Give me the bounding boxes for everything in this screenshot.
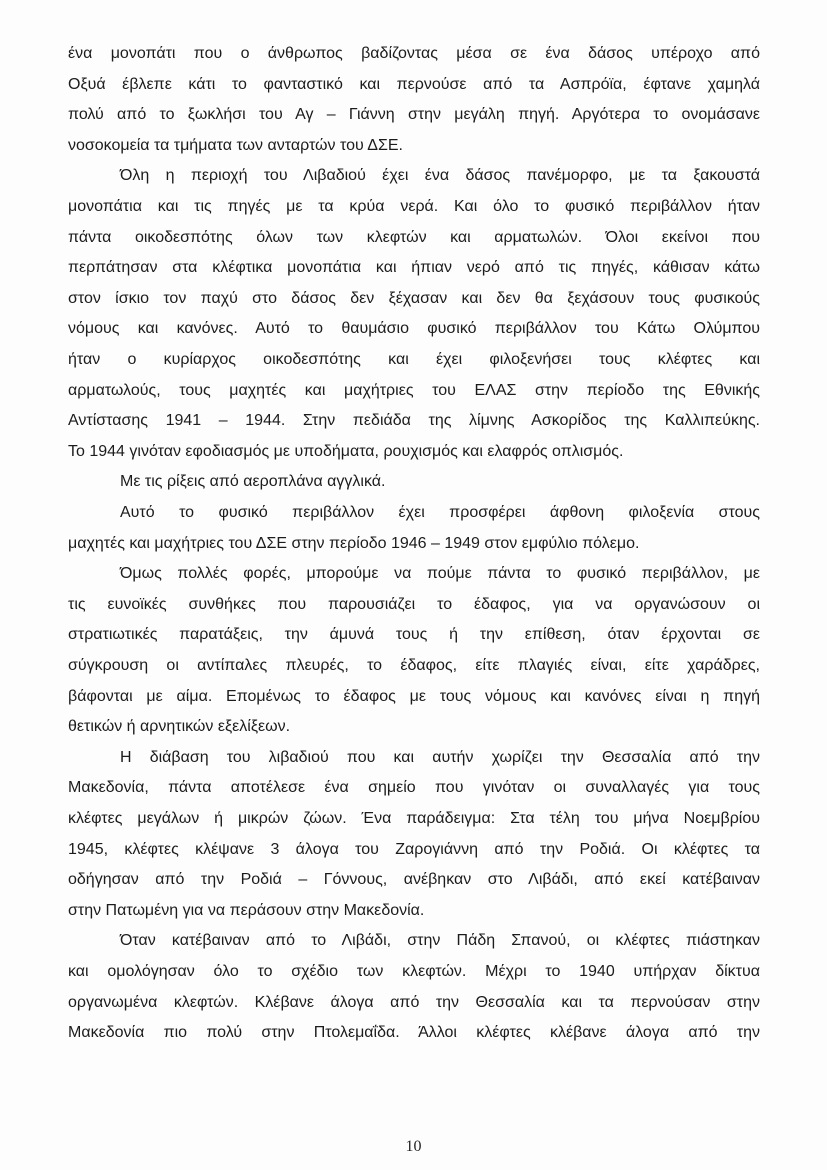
text-line: βάφονται με αίμα. Επομένως το έδαφος με τους νόμους και κανόνες είναι η πηγή [68, 687, 760, 705]
text-line: Το 1944 γινόταν εφοδιασμός με υποδήματα, ρουχισμός και ελαφρός οπλισμός. [68, 442, 624, 460]
text-line: Μακεδονία, πάντα αποτέλεσε ένα σημείο που γινόταν οι συναλλαγές για τους [68, 779, 760, 797]
text-line: μαχητές και μαχήτριες του ΔΣΕ στην περίοδο 1946 – 1949 στον εμφύλιο πόλεμο. [68, 534, 640, 552]
text-line: ήταν ο κυρίαρχος οικοδεσπότης και έχει φιλοξενήσει τους κλέφτες και [68, 351, 760, 368]
text-line: Αντίστασης 1941 – 1944. Στην πεδιάδα της λίμνης Ασκορίδος της Καλλιπεύκης. [68, 412, 760, 430]
page-number: 10 [405, 1138, 422, 1155]
text-line: πολύ από το ξωκλήσι του Αγ – Γιάννη στην μεγάλη πηγή. Αργότερα το ονομάσανε [68, 106, 760, 124]
text-line: οργανωμένα κλεφτών. Κλέβανε άλογα από την Θεσσαλία και τα περνούσαν στην [68, 993, 760, 1011]
text-line: πάντα οικοδεσπότης όλων των κλεφτών και αρματωλών. Όλοι εκείνοι που [68, 228, 760, 246]
text-line: οδήγησαν από την Ροδιά – Γόννους, ανέβηκαν στο Λιβάδι, από εκεί κατέβαιναν [68, 871, 760, 889]
text-line: Όταν κατέβαιναν από το Λιβάδι, στην Πάδη Σπανού, οι κλέφτες πιάστηκαν [120, 932, 760, 950]
text-line: κλέφτες μεγάλων ή μικρών ζώων. Ένα παράδειγμα: Στα τέλη του μήνα Νοεμβρίου [68, 810, 760, 827]
text-line: Όμως πολλές φορές, μπορούμε να πούμε πάντα το φυσικό περιβάλλον, με [120, 565, 760, 583]
text-line: τις ευνοϊκές συνθήκες που παρουσιάζει το έδαφος, για να οργανώσουν οι [68, 595, 760, 613]
text-line: Οξυά έβλεπε κάτι το φανταστικό και περνούσε από τα Ασπρόϊα, έφτανε χαμηλά [68, 75, 760, 93]
text-line: Η διάβαση του λιβαδιού που και αυτήν χωρίζει την Θεσσαλία από την [120, 748, 760, 766]
text-line: Όλη η περιοχή του Λιβαδιού έχει ένα δάσος πανέμορφο, με τα ξακουστά [120, 167, 760, 185]
text-line: περπάτησαν στα κλέφτικα μονοπάτια και ήπιαν νερό από τις πηγές, κάθισαν κάτω [68, 259, 760, 277]
text-line: νοσοκομεία τα τμήματα των ανταρτών του ΔΣΕ. [68, 136, 403, 154]
text-line: στην Πατωμένη για να περάσουν στην Μακεδονία. [68, 901, 425, 919]
text-line: μονοπάτια και τις πηγές με τα κρύα νερά. Και όλο το φυσικό περιβάλλον ήταν [68, 198, 760, 215]
text-line: Μακεδονία πιο πολύ στην Πτολεμαΐδα. Άλλοι κλέφτες κλέβανε άλογα από την [68, 1024, 760, 1042]
text-line: νόμους και κανόνες. Αυτό το θαυμάσιο φυσικό περιβάλλον του Κάτω Ολύμπου [68, 320, 760, 338]
text-line: και ομολόγησαν όλο το σχέδιο των κλεφτών. Μέχρι το 1940 υπήρχαν δίκτυα [68, 963, 760, 980]
text-line: αρματωλούς, τους μαχητές και μαχήτριες του ΕΛΑΣ στην περίοδο της Εθνικής [68, 381, 760, 399]
text-line: σύγκρουση οι αντίπαλες πλευρές, το έδαφος, είτε πλαγιές είναι, είτε χαράδρες, [68, 657, 760, 674]
text-line: ένα μονοπάτι που ο άνθρωπος βαδίζοντας μέσα σε ένα δάσος υπέροχο από [68, 45, 760, 62]
text-line: Με τις ρίξεις από αεροπλάνα αγγλικά. [120, 473, 386, 491]
text-line: 1945, κλέφτες κλέψανε 3 άλογα του Ζαρογιάννη από την Ροδιά. Οι κλέφτες τα [68, 840, 760, 858]
text-line: Αυτό το φυσικό περιβάλλον έχει προσφέρει άφθονη φιλοξενία στους [120, 504, 760, 521]
text-line: στον ίσκιο τον παχύ στο δάσος δεν ξέχασαν και δεν θα ξεχάσουν τους φυσικούς [68, 289, 760, 307]
text-line: θετικών ή αρνητικών εξελίξεων. [68, 718, 291, 736]
text-line: στρατιωτικές παρατάξεις, την άμυνά τους ή την επίθεση, όταν έρχονται σε [68, 626, 760, 644]
